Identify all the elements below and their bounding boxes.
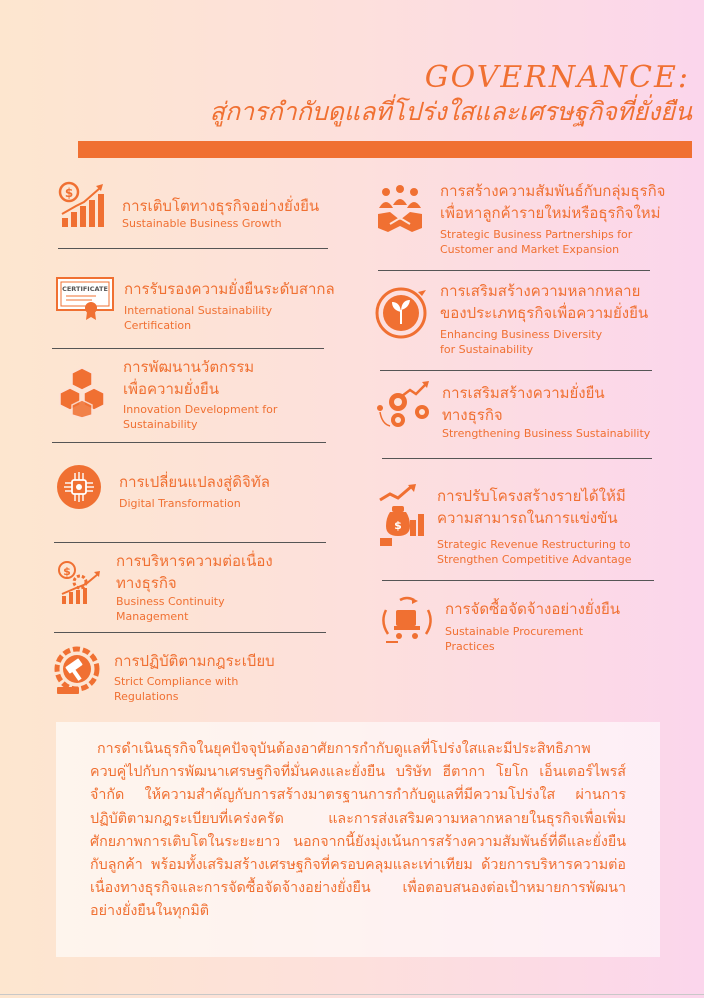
title-en: GOVERNANCE: xyxy=(424,60,690,95)
right-item-diversity-th-2: ของประเภทธุรกิจเพื่อความยั่งยืน xyxy=(440,304,649,322)
growth-chart-icon xyxy=(56,180,108,234)
divider xyxy=(378,270,650,271)
procurement-cart-icon xyxy=(378,596,436,652)
left-item-growth-th: การเติบโตทางธุรกิจอย่างยั่งยืน xyxy=(122,197,320,215)
svg-text:$: $ xyxy=(63,565,71,578)
divider xyxy=(54,632,326,633)
divider xyxy=(52,348,324,349)
left-item-innovation-en-1: Innovation Development for xyxy=(123,403,278,416)
digital-chip-icon xyxy=(56,464,102,514)
left-item-digital-th: การเปลี่ยนแปลงสู่ดิจิทัล xyxy=(119,473,270,491)
right-item-diversity xyxy=(374,280,694,360)
right-item-revenue xyxy=(376,484,696,568)
right-item-partnerships xyxy=(374,180,694,264)
left-item-continuity-en-2: Management xyxy=(116,610,189,623)
revenue-bag-icon xyxy=(376,484,426,552)
left-item-growth xyxy=(56,180,336,240)
title-bar xyxy=(78,141,692,158)
right-item-revenue-en-1: Strategic Revenue Restructuring to xyxy=(437,538,631,551)
right-item-revenue-th-2: ความสามารถในการแข่งขัน xyxy=(437,509,618,527)
left-item-compliance-en-2: Regulations xyxy=(114,690,179,703)
left-item-compliance xyxy=(52,645,332,705)
continuity-chart-icon xyxy=(56,558,102,612)
right-item-procurement-th: การจัดซื้อจัดจ้างอย่างยั่งยืน xyxy=(445,600,621,618)
divider xyxy=(380,370,652,371)
right-item-diversity-en-2: for Sustainability xyxy=(440,343,534,356)
divider xyxy=(382,458,652,459)
right-item-partnerships-en-1: Strategic Business Partnerships for xyxy=(440,228,633,241)
plant-cycle-icon xyxy=(374,286,428,344)
right-item-partnerships-en-2: Customer and Market Expansion xyxy=(440,243,620,256)
right-item-strengthening xyxy=(376,378,696,444)
certificate-icon xyxy=(56,272,114,326)
right-item-procurement-en-2: Practices xyxy=(445,640,495,653)
left-item-compliance-th: การปฏิบัติตามกฎระเบียบ xyxy=(114,652,275,670)
cubes-icon xyxy=(56,366,108,422)
left-item-digital-en: Digital Transformation xyxy=(119,497,241,510)
left-item-continuity-th-2: ทางธุรกิจ xyxy=(116,574,177,592)
left-item-innovation-en-2: Sustainability xyxy=(123,418,198,431)
divider xyxy=(382,580,654,581)
left-item-certification xyxy=(56,272,356,332)
left-item-innovation xyxy=(56,356,346,436)
left-item-certification-th: การรับรองความยั่งยืนระดับสากล xyxy=(124,280,335,298)
divider xyxy=(58,248,328,249)
left-item-certification-en-1: International Sustainability xyxy=(124,304,273,317)
divider xyxy=(52,442,326,443)
left-item-innovation-th-1: การพัฒนานวัตกรรม xyxy=(123,358,255,376)
handshake-group-icon xyxy=(374,184,426,244)
right-item-diversity-en-1: Enhancing Business Diversity xyxy=(440,328,603,341)
left-item-innovation-th-2: เพื่อความยั่งยืน xyxy=(123,380,219,398)
right-item-procurement-en-1: Sustainable Procurement xyxy=(445,625,584,638)
body-paragraph: การดำเนินธุรกิจในยุคปัจจุบันต้องอาศัยการกำกับดูแลที่โปร่งใสและมีประสิทธิภาพควบคู่ไปกับการพัฒนาเศรษฐกิจที่มั่นคงและยั่งยืน บริษัท ฮีตากา โยโก เอ็นเตอร์ไพรส์ จำกัด ให้ความสำคัญกับการสร้างมาตรฐานการกำกับดูแลที่มีความโปร่งใส ผ่านการปฏิบัติตามกฎระเบียบที่เคร่งครัด และการส่งเสริมความหลากหลายในธุรกิจเพื่อเพิ่มศักยภาพการเติบโตในระยะยาว นอกจากนี้ยังมุ่งเน้นการสร้างความสัมพันธ์ที่ดีและยั่งยืนกับลูกค้า พร้อมทั้งเสริมสร้างเศรษฐกิจที่ครอบคลุมและเท่าเทียม ด้วยการบริหารความต่อเนื่องทางธุรกิจและการจัดซื้อจัดจ้างอย่างยั่งยืน เพื่อตอบสนองต่อเป้าหมายการพัฒนาอย่างยั่งยืนในทุกมิติ xyxy=(90,741,626,920)
right-item-revenue-th-1: การปรับโครงสร้างรายได้ให้มี xyxy=(437,487,626,505)
svg-text:$: $ xyxy=(394,519,402,532)
right-item-diversity-th-1: การเสริมสร้างความหลากหลาย xyxy=(440,282,641,300)
left-item-digital xyxy=(56,464,336,518)
gavel-icon xyxy=(52,645,102,701)
gears-growth-icon xyxy=(376,378,432,438)
right-item-partnerships-th-1: การสร้างความสัมพันธ์กับกลุ่มธุรกิจ xyxy=(440,182,666,200)
right-item-partnerships-th-2: เพื่อหาลูกค้ารายใหม่หรือธุรกิจใหม่ xyxy=(440,204,661,222)
right-item-procurement xyxy=(378,596,698,656)
right-item-strengthening-en: Strengthening Business Sustainability xyxy=(442,427,651,440)
left-item-continuity-th-1: การบริหารความต่อเนื่อง xyxy=(116,552,273,570)
right-item-strengthening-th-1: การเสริมสร้างความยั่งยืน xyxy=(442,384,605,402)
right-item-revenue-en-2: Strengthen Competitive Advantage xyxy=(437,553,632,566)
divider xyxy=(54,542,326,543)
left-item-certification-en-2: Certification xyxy=(124,319,192,332)
certificate-icon-text: CERTIFICATE xyxy=(62,285,108,293)
bottom-edge xyxy=(0,994,704,995)
left-item-growth-en: Sustainable Business Growth xyxy=(122,217,282,230)
left-item-continuity-en-1: Business Continuity xyxy=(116,595,225,608)
right-item-strengthening-th-2: ทางธุรกิจ xyxy=(442,406,503,424)
left-item-compliance-en-1: Strict Compliance with xyxy=(114,675,239,688)
svg-text:$: $ xyxy=(64,186,74,200)
title-th: สู่การกำกับดูแลที่โปร่งใสและเศรษฐกิจที่ยั่งยืน xyxy=(209,97,692,126)
left-item-continuity xyxy=(56,550,336,626)
